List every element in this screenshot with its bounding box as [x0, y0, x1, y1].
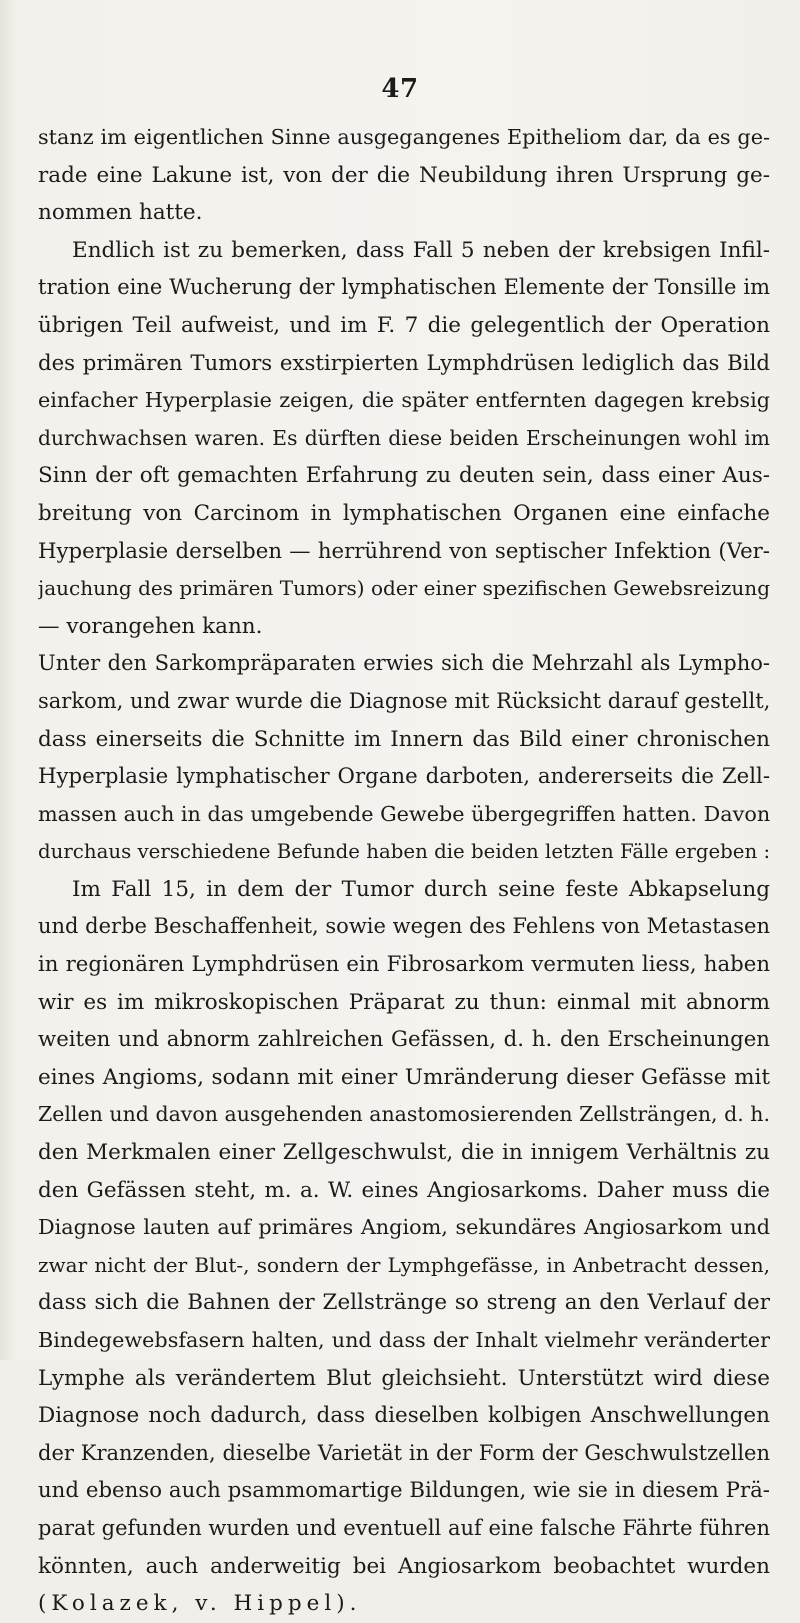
text-line: den Merkmalen einer Zellgeschwulst, die in innigem Verhältnis zu	[38, 1140, 770, 1166]
text-line: jauchung des primären Tumors) oder einer spezifischen Gewebsreizung	[38, 576, 770, 601]
text-line: Hyperplasie derselben — herrührend von septischer Infektion (Ver-	[38, 538, 770, 564]
text-line: weiten und abnorm zahlreichen Gefässen, d. h. den Erscheinungen	[38, 1027, 770, 1053]
body-text	[38, 119, 770, 1623]
text-line: zwar nicht der Blut-, sondern der Lymphgefässe, in Anbetracht dessen,	[38, 1252, 770, 1277]
text-line: und derbe Beschaffenheit, sowie wegen des Fehlens von Metastasen	[38, 914, 770, 939]
text-line: dass sich die Bahnen der Zellstränge so streng an den Verlauf der	[38, 1290, 770, 1316]
text-line: könnten, auch anderweitig bei Angiosarkom beobachtet wurden	[38, 1553, 770, 1579]
text-line: Im Fall 15, in dem der Tumor durch seine feste Abkapselung	[72, 876, 770, 902]
text-line: Endlich ist zu bemerken, dass Fall 5 neben der krebsigen Infil-	[72, 237, 770, 263]
text-line: dass einerseits die Schnitte im Innern das Bild einer chronischen	[38, 726, 770, 752]
text-line: übrigen Teil aufweist, und im F. 7 die gelegentlich der Operation	[38, 312, 770, 338]
text-line: durchaus verschiedene Befunde haben die beiden letzten Fälle ergeben :	[38, 840, 770, 864]
text-line: — vorangehen kann.	[38, 613, 263, 639]
text-line: parat gefunden wurden und eventuell auf eine falsche Fährte führen	[38, 1515, 770, 1540]
text-line: eines Angioms, sodann mit einer Umränderung dieser Gefässe mit	[38, 1064, 770, 1090]
text-line: Sinn der oft gemachten Erfahrung zu deuten sein, dass einer Aus-	[38, 463, 770, 489]
text-line: Diagnose noch dadurch, dass dieselben kolbigen Anschwellungen	[38, 1403, 770, 1429]
text-line: Lymphe als verändertem Blut gleichsieht. Unterstützt wird diese	[38, 1365, 770, 1391]
text-line: und ebenso auch psammomartige Bildungen, wie sie in diesem Prä-	[38, 1478, 770, 1504]
text-line: (Kolazek, v. Hippel).	[38, 1591, 362, 1617]
text-line: rade eine Lakune ist, von der die Neubildung ihren Ursprung ge-	[38, 162, 770, 188]
text-line: Hyperplasie lymphatischer Organe darboten, andererseits die Zell-	[38, 764, 770, 790]
text-line: breitung von Carcinom in lymphatischen Organen eine einfache	[38, 500, 770, 526]
text-line: Zellen und davon ausgehenden anastomosierenden Zellsträngen, d. h.	[38, 1102, 770, 1127]
text-line: Diagnose lauten auf primäres Angiom, sekundäres Angiosarkom und	[38, 1215, 770, 1240]
text-line: durchwachsen waren. Es dürften diese beiden Erscheinungen wohl im	[38, 425, 770, 450]
text-line: Unter den Sarkompräparaten erwies sich die Mehrzahl als Lympho-	[38, 651, 770, 676]
text-line: einfacher Hyperplasie zeigen, die später entfernten dagegen krebsig	[38, 388, 770, 413]
text-line: sarkom, und zwar wurde die Diagnose mit Rücksicht darauf gestellt,	[38, 688, 770, 713]
page-number: 47	[381, 74, 419, 104]
text-line: des primären Tumors exstirpierten Lymphdrüsen lediglich das Bild	[38, 350, 770, 376]
text-line: massen auch in das umgebende Gewebe übergegriffen hatten. Davon	[38, 801, 770, 826]
text-line: in regionären Lymphdrüsen ein Fibrosarkom vermuten liess, haben	[38, 952, 770, 978]
text-line: Bindegewebsfasern halten, und dass der Inhalt vielmehr veränderter	[38, 1328, 770, 1352]
text-line: nommen hatte.	[38, 200, 203, 226]
text-line: den Gefässen steht, m. a. W. eines Angiosarkoms. Daher muss die	[38, 1177, 770, 1203]
text-line: der Kranzenden, dieselbe Varietät in der Form der Geschwulstzellen	[38, 1440, 770, 1465]
text-line: tration eine Wucherung der lymphatischen Elemente der Tonsille im	[38, 275, 770, 300]
text-line: wir es im mikroskopischen Präparat zu thun: einmal mit abnorm	[38, 989, 770, 1015]
text-line: stanz im eigentlichen Sinne ausgegangenes Epitheliom dar, da es ge-	[38, 125, 770, 149]
